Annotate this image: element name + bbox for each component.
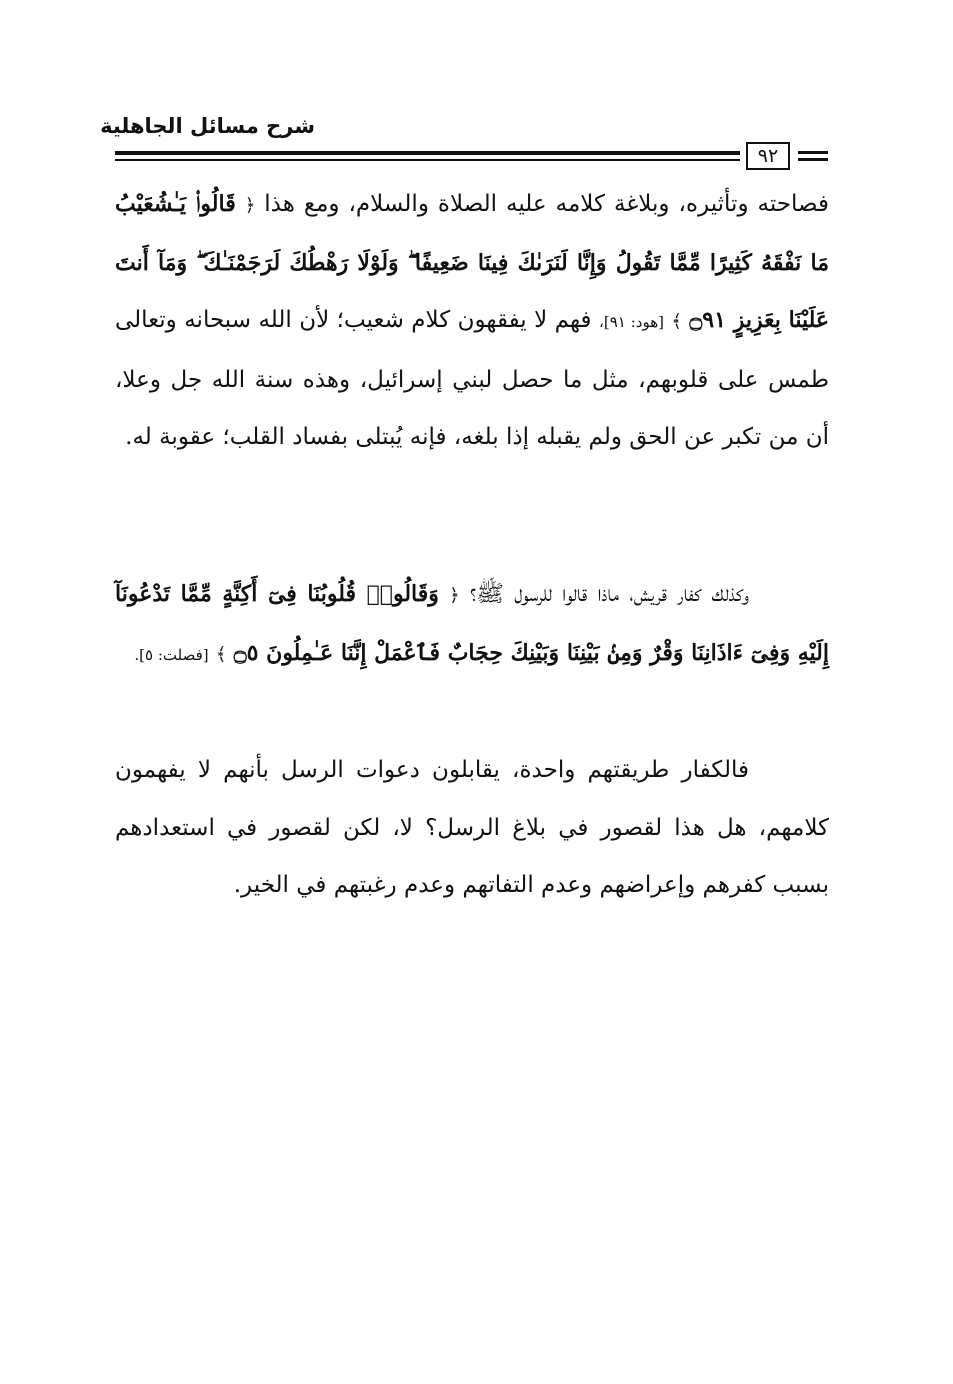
page-number-dash-top	[798, 151, 828, 154]
quran-verse-hud-91: قَالُوا۟ يَـٰشُعَيْبُ مَا نَفْقَهُ كَثِيرًا مِّمَّا تَقُولُ وَإِنَّا لَنَرَىٰكَ فِينَا ضَعِيفًا ۖ وَلَوْلَا رَهْطُكَ لَرَجَمْنَـٰكَ ۖ وَمَآ أَنتَ عَلَيْنَا بِعَزِيزٍ ۝٩١	[115, 191, 830, 333]
quran-close-ornament: ﴾	[671, 311, 682, 332]
paragraph-2	[115, 566, 829, 684]
header-rule-thick	[115, 151, 740, 155]
quran-verse-fussilat-5: وَقَالُوا۟ قُلُوبُنَا فِىٓ أَكِنَّةٍ مِّمَّا تَدْعُونَآ إِلَيْهِ وَفِىٓ ءَاذَانِنَا وَقْرٌ وَمِنۢ بَيْنِنَا وَبَيْنِكَ حِجَابٌ فَٱعْمَلْ إِنَّنَا عَـٰمِلُونَ ۝٥	[115, 581, 829, 666]
paragraph-3: فالكفار طريقتهم واحدة، يقابلون دعوات الرسل بأنهم لا يفهمون كلامهم، هل هذا لقصور في بلاغ الرسل؟ لا، لكن لقصور في استعدادهم بسبب كفرهم وإعراضهم وعدم التفاتهم وعدم رغبتهم في الخير.	[115, 757, 829, 898]
verse-reference-fussilat: [فصلت: ٥].	[134, 645, 209, 664]
paragraph-1-intro: فصاحته وتأثيره، وبلاغة كلامه عليه الصلاة والسلام، ومع هذا	[264, 191, 829, 217]
page-number: ٩٢	[746, 142, 790, 170]
quran-close-ornament: ﴾	[215, 643, 227, 665]
page-number-dash-bottom	[798, 158, 828, 161]
quran-open-ornament: ﴿	[449, 585, 460, 606]
verse-reference-hud: [هود: ٩١]،	[599, 313, 664, 331]
quran-open-ornament: ﴿	[244, 195, 256, 216]
paragraph-1	[115, 176, 829, 467]
paragraph-1-commentary: فهم لا يفقهون كلام شعيب؛ لأن الله سبحانه وتعالى طمس على قلوبهم، مثل ما حصل لبني إسرائيل، وهذه سنة الله جل وعلا، أن من تكبر عن الحق ولم يقبله إذا بلغه، فإنه يُبتلى بفساد القلب؛ عقوبة له.	[115, 307, 829, 450]
header-rule-thin	[115, 159, 740, 161]
paragraph-2-intro: وكذلك كفار قريش، ماذا قالوا للرسول ﷺ؟	[469, 581, 750, 607]
running-head-title: شرح مسائل الجاهلية	[100, 114, 315, 138]
